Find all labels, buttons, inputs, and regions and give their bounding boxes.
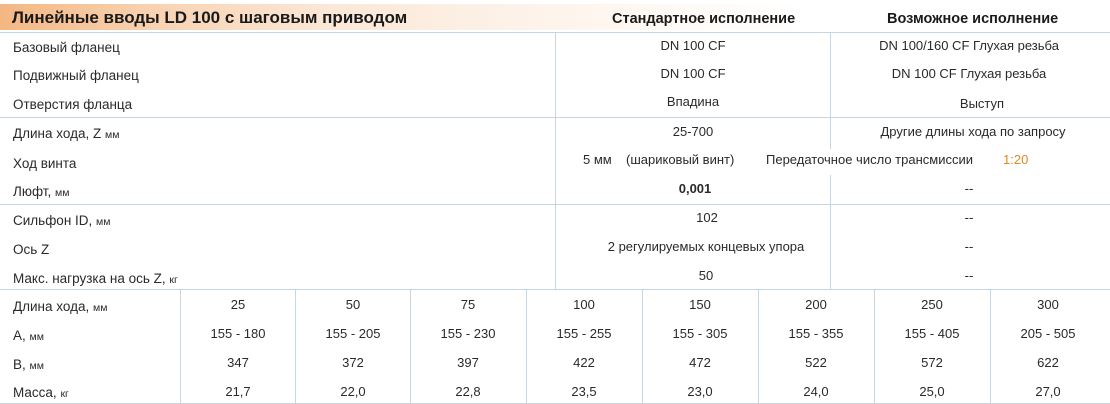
row-label-screw: Ход винта: [13, 156, 77, 171]
row-label-base-flange: Базовый фланец: [13, 40, 120, 55]
dim-cell-mass: 24,0: [803, 384, 829, 399]
dim-cell-a: 155 - 305: [672, 326, 728, 341]
grid-line: [758, 289, 759, 403]
column-header-standard: Стандартное исполнение: [612, 11, 796, 27]
dim-cell-a: 155 - 355: [788, 326, 844, 341]
stroke-standard: 25-700: [672, 124, 714, 139]
dim-cell-mass: 21,7: [225, 384, 251, 399]
dim-cell-a: 155 - 230: [440, 326, 496, 341]
dim-cell-stroke: 300: [1037, 297, 1059, 312]
grid-line: [410, 289, 411, 403]
dim-cell-stroke: 200: [805, 297, 827, 312]
dim-cell-a: 155 - 405: [904, 326, 960, 341]
grid-line: [830, 175, 831, 289]
max-load-optional: --: [964, 268, 974, 283]
dim-cell-b: 572: [921, 355, 943, 370]
row-label-flange-holes: Отверстия фланца: [13, 97, 133, 112]
dim-cell-stroke: 50: [345, 297, 361, 312]
stroke-optional: Другие длины хода по запросу: [880, 124, 1066, 139]
grid-line: [526, 289, 527, 403]
row-label-moving-flange: Подвижный фланец: [13, 68, 139, 83]
dim-cell-mass: 25,0: [919, 384, 945, 399]
dim-cell-mass: 23,0: [687, 384, 713, 399]
moving-flange-standard: DN 100 CF: [660, 66, 726, 81]
dim-label-b: B, мм: [13, 357, 44, 372]
grid-line: [830, 32, 831, 149]
max-load-standard: 50: [698, 268, 714, 283]
table-title: Линейные вводы LD 100 с шаговым приводом: [12, 8, 408, 27]
row-label-backlash: Люфт, мм: [13, 184, 70, 199]
dim-cell-stroke: 250: [921, 297, 943, 312]
bellows-standard: 102: [696, 210, 718, 225]
backlash-standard: 0,001: [678, 181, 712, 196]
bellows-optional: --: [964, 210, 974, 225]
dim-cell-a: 155 - 205: [325, 326, 381, 341]
dim-cell-b: 347: [227, 355, 249, 370]
dim-cell-b: 397: [457, 355, 479, 370]
grid-line: [642, 289, 643, 403]
grid-line: [874, 289, 875, 403]
grid-line: [180, 289, 181, 403]
dim-cell-mass: 27,0: [1035, 384, 1061, 399]
row-label-axis-z: Ось Z: [13, 242, 50, 257]
screw-pitch: 5 мм: [583, 152, 612, 167]
grid-line: [0, 289, 1110, 290]
transmission-ratio-value: 1:20: [1003, 152, 1029, 167]
dim-cell-b: 472: [689, 355, 711, 370]
axis-z-standard: 2 регулируемых концевых упора: [607, 239, 805, 254]
dim-label-stroke: Длина хода, мм: [13, 299, 108, 314]
screw-type: (шариковый винт): [626, 152, 735, 167]
dim-cell-a: 205 - 505: [1020, 326, 1076, 341]
dim-cell-b: 372: [342, 355, 364, 370]
row-label-stroke: Длина хода, Z мм: [13, 126, 120, 141]
grid-line: [990, 289, 991, 403]
base-flange-optional: DN 100/160 CF Глухая резьба: [879, 38, 1059, 53]
dim-cell-stroke: 100: [573, 297, 595, 312]
dim-cell-b: 622: [1037, 355, 1059, 370]
row-label-bellows: Сильфон ID, мм: [13, 213, 111, 228]
base-flange-standard: DN 100 CF: [660, 38, 726, 53]
grid-line: [295, 289, 296, 403]
dim-cell-a: 155 - 255: [556, 326, 612, 341]
dim-cell-stroke: 75: [460, 297, 476, 312]
dim-cell-b: 522: [805, 355, 827, 370]
row-label-max-load: Макс. нагрузка на ось Z, кг: [13, 271, 178, 286]
dim-cell-a: 155 - 180: [210, 326, 266, 341]
dim-cell-b: 422: [573, 355, 595, 370]
dim-label-mass: Масса, кг: [13, 385, 69, 400]
dim-label-a: A, мм: [13, 328, 44, 343]
moving-flange-optional: DN 100 CF Глухая резьба: [891, 66, 1047, 81]
backlash-optional: --: [964, 181, 974, 196]
dim-cell-stroke: 25: [230, 297, 246, 312]
flange-holes-optional: Выступ: [959, 96, 1005, 111]
column-header-optional: Возможное исполнение: [887, 11, 1059, 27]
flange-holes-standard: Впадина: [666, 94, 720, 109]
dim-cell-mass: 23,5: [571, 384, 597, 399]
axis-z-optional: --: [964, 239, 974, 254]
transmission-ratio-label: Передаточное число трансмиссии: [766, 152, 973, 167]
grid-line: [555, 32, 556, 289]
dim-cell-stroke: 150: [689, 297, 711, 312]
dim-cell-mass: 22,8: [455, 384, 481, 399]
dim-cell-mass: 22,0: [340, 384, 366, 399]
